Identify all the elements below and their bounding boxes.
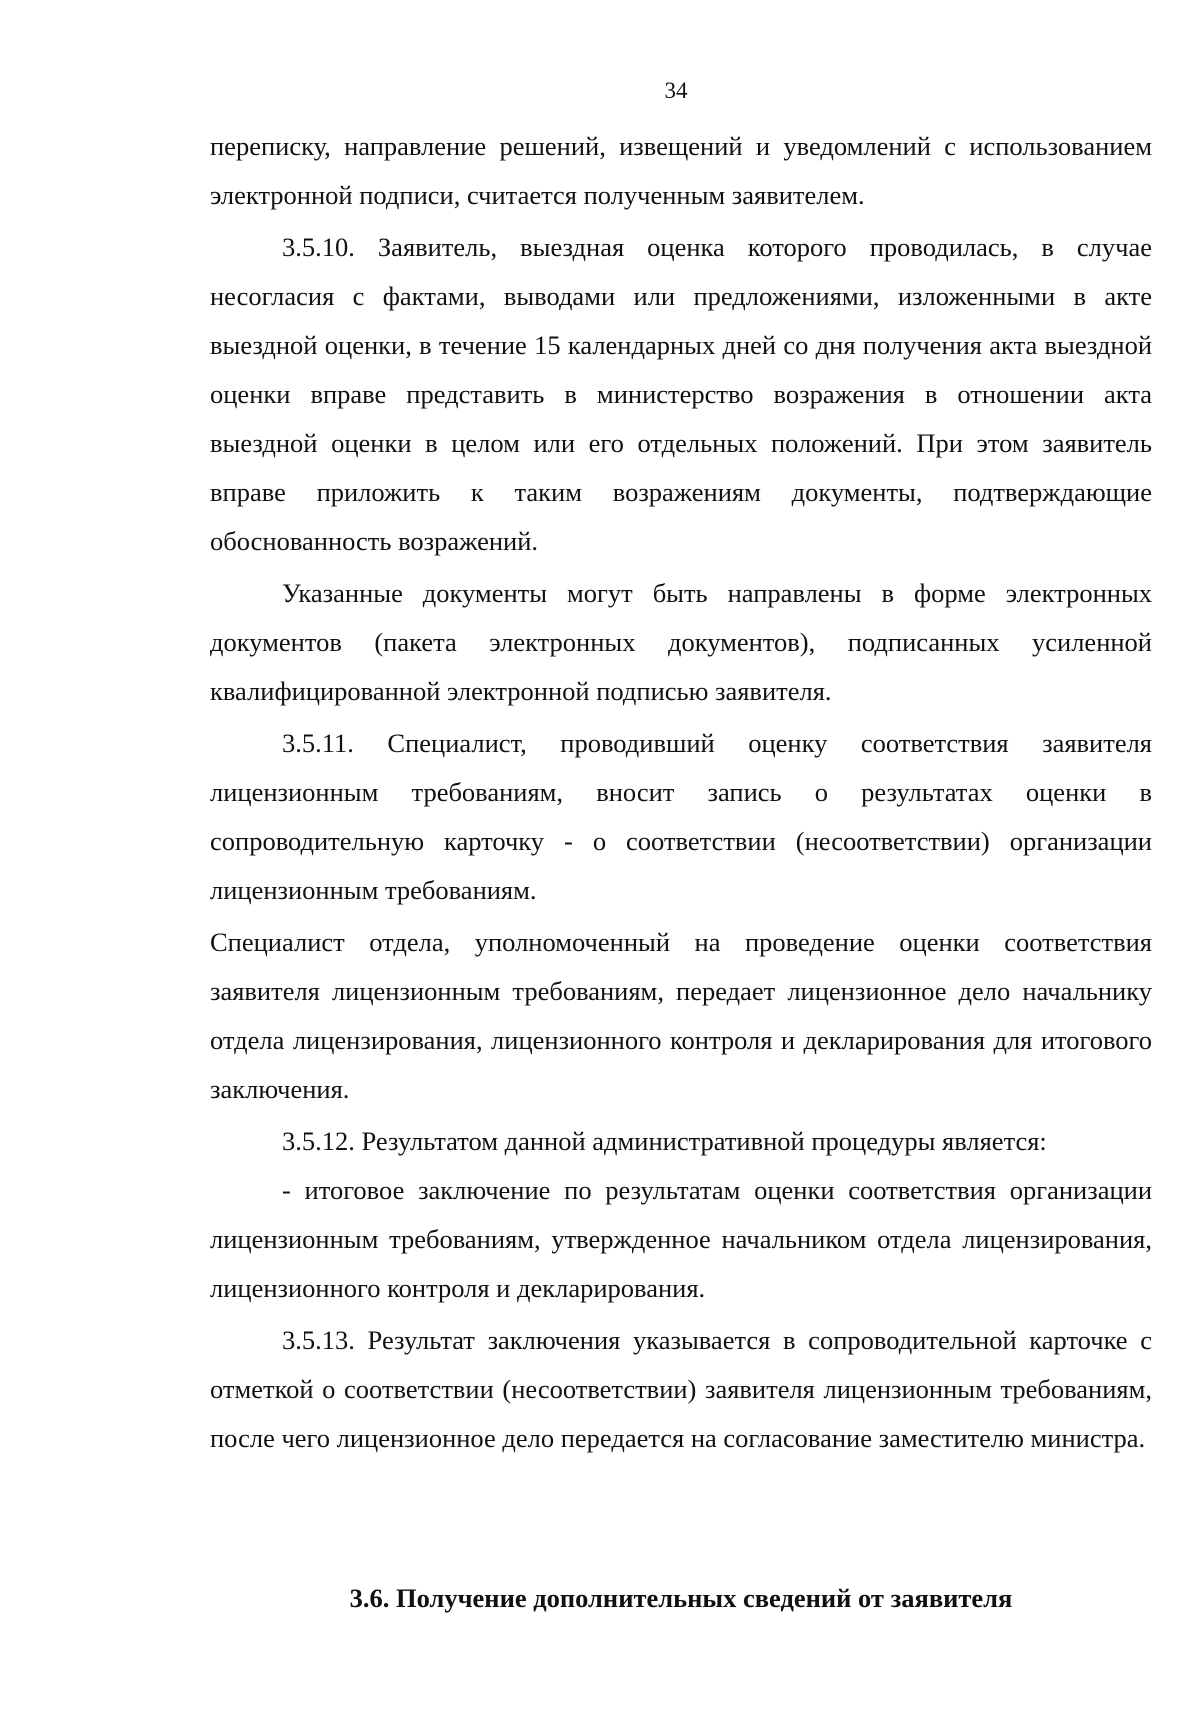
paragraph-3-5-13: 3.5.13. Результат заключения указывается в сопроводительной карточке с отметкой о соответствии (несоответствии) заявителя лицензионным требованиям, после чего лицензионное дело передается на согласование заместителю министра. <box>210 1325 1152 1453</box>
paragraph-specialist-transfer: Специалист отдела, уполномоченный на проведение оценки соответствия заявителя лицензионным требованиям, передает лицензионное дело начальнику отдела лицензирования, лицензионного контроля и декларирования для итогового заключения. <box>210 927 1152 1104</box>
paragraph-result-item: - итоговое заключение по результатам оценки соответствия организации лицензионным требованиям, утвержденное начальником отдела лицензирования, лицензионного контроля и декларирования. <box>210 1175 1152 1303</box>
paragraph-3-5-12: 3.5.12. Результатом данной административной процедуры является: <box>282 1126 1047 1156</box>
page-number: 34 <box>664 78 688 103</box>
section-heading: 3.6. Получение дополнительных сведений от заявителя <box>349 1583 1013 1613</box>
paragraph-continuation: переписку, направление решений, извещений и уведомлений с использованием электронной подписи, считается полученным заявителем. <box>210 131 1152 210</box>
document-body <box>210 122 1152 1463</box>
paragraph-documents-electronic: Указанные документы могут быть направлены в форме электронных документов (пакета электронных документов), подписанных усиленной квалифицированной электронной подписью заявителя. <box>210 578 1152 706</box>
paragraph-3-5-11: 3.5.11. Специалист, проводивший оценку соответствия заявителя лицензионным требованиям, вносит запись о результатах оценки в сопроводительную карточку - о соответствии (несоответствии) организации лицензионным требованиям. <box>210 728 1152 905</box>
paragraph-3-5-10: 3.5.10. Заявитель, выездная оценка которого проводилась, в случае несогласия с фактами, выводами или предложениями, изложенными в акте выездной оценки, в течение 15 календарных дней со дня получения акта выездной оценки вправе представить в министерство возражения в отношении акта выездной оценки в целом или его отдельных положений. При этом заявитель вправе приложить к таким возражениям документы, подтверждающие обоснованность возражений. <box>210 232 1152 556</box>
